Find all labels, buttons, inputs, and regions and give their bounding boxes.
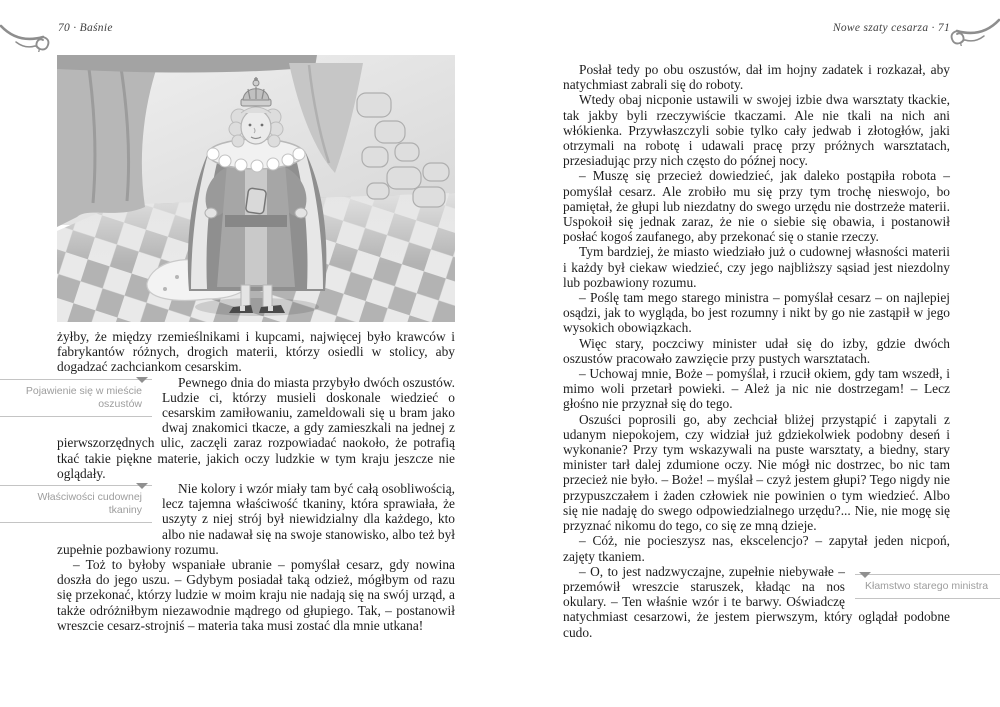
right-page-body <box>563 62 989 640</box>
paragraph <box>563 336 950 366</box>
margin-note-text: Właściwości cudownej tkaniny <box>37 491 142 517</box>
right-page-header: Nowe szaty cesarza · 71 <box>832 22 950 34</box>
paragraph-text: Wtedy obaj nicponie ustawili w swojej izbie dwa warsztaty tkackie, tak jakby byli rzeczywiście tkaczami. Ale nie tkali na nich ani włókienka. Przywłaszczyli sobie tylko cały jedwab i złotogłów, jaki otrzymali na robotę i udawali pracę przy próżnych warsztatach, przesiadując przy nich często do późnej nocy. <box>563 92 950 169</box>
emperor-illustration <box>57 55 455 322</box>
paragraph <box>563 366 950 412</box>
paragraph-text: Nie kolory i wzór miały tam być całą osobliwością, lecz tajemna właściwość tkaniny, która sprawiała, że uszyty z niej strój był niewidzialny dla każdego, kto albo nie nadawał się na swoje stanowisko, albo też był zupełnie pozbawiony rozumu. <box>57 481 455 557</box>
paragraph <box>563 290 950 336</box>
margin-note-text: Pojawienie się w mieście oszustów <box>25 384 142 410</box>
paragraph <box>563 244 950 290</box>
paragraph <box>57 329 455 375</box>
margin-note <box>0 485 152 523</box>
right-page <box>563 0 989 707</box>
paragraph-text: – Muszę się przecież dowiedzieć, jak daleko postąpiła robota – pomyślał cesarz. Ale zrobiło mu się przy tym trochę nieswojo, bo pamiętał, że głupi lub niezdatny do swego urzędu nie dostrzeże materii. Uspokoił się jednak zaraz, że nie o siebie się obawia, i postanowił posłać kogoś zaufanego, aby przekonać się o stanie rzeczy. <box>563 168 950 245</box>
paragraph <box>563 412 950 534</box>
left-page <box>25 0 455 707</box>
paragraph-text: Tym bardziej, że miasto wiedziało już o cudownej własności materii i każdy był ciekaw wiedzieć, czy jego najbliższy sąsiad jest niezdolny lub pozbawiony rozumu. <box>563 244 950 290</box>
flourish-ornament-icon <box>0 12 50 52</box>
margin-note <box>0 379 152 417</box>
paragraph <box>37 481 455 557</box>
paragraph-text: żyłby, że między rzemieślnikami i kupcami, najwięcej było krawców i fabrykantów różnych, drogich materii, którzy osiedli w stolicy, aby dogadzać zachciankom cesarskim. <box>57 329 455 375</box>
paragraph <box>563 62 950 92</box>
margin-note <box>855 574 1000 599</box>
paragraph <box>57 557 455 633</box>
paragraph <box>563 92 950 168</box>
paragraph-text: – O, to jest nadzwyczajne, zupełnie niebywałe – przemówił wreszcie staruszek, kładąc na nos okulary. – Ten właśnie wzór i te barwy. Oświadczę natychmiast cesarzowi, że jestem pierwszym, który oglądał podobne cudo. <box>563 563 950 640</box>
paragraph-text: – Cóż, nie pocieszysz nas, ekscelencjo? – zapytał jeden nicpoń, zajęty tkaniem. <box>563 533 950 564</box>
paragraph-text: – Toż to byłoby wspaniałe ubranie – pomyślał cesarz, gdy nowina doszła do jego uszu. – Gdybym posiadał taką odzież, mógłbym od razu się przekonać, którzy ludzie w moim kraju nie nadają się na swój urząd, a także odróżniłbym niezawodnie mądrego od głupiego. Tak, – postanowił wreszcie cesarz-strojniś – materia taka musi zostać dla mnie utkana! <box>57 557 455 633</box>
paragraph-text: Więc stary, poczciwy minister udał się do izby, gdzie dwóch oszustów pracowało zawzięcie przy pustych warsztatach. <box>563 335 950 366</box>
paragraph-text: Pewnego dnia do miasta przybyło dwóch oszustów. Ludzie ci, którzy musieli doskonale wiedzieć o cesarskim zamiłowaniu, zameldowali się u bram jako dwaj znakomici tkacze, a gdy zamieszkali na jednej z pierwszorzędnych ulic, zaczęli zaraz rozpowiadać naokoło, że potrafią tkać takie piękne materie, jakich oczy ludzkie w tym kraju jeszcze nie oglądały. <box>57 374 455 481</box>
paragraph <box>563 563 989 640</box>
flourish-ornament-icon <box>950 6 1000 46</box>
paragraph-text: – Poślę tam mego starego ministra – pomyślał cesarz – on najlepiej osądzi, jak to wygląda, bo jest rozumny i nikt by go nie zastąpił w jego wysokich obowiązkach. <box>563 290 950 336</box>
paragraph <box>563 533 950 563</box>
paragraph <box>25 374 455 481</box>
paragraph-text: Posłał tedy po obu oszustów, dał im hojny zadatek i rozkazał, aby natychmiast zabrali się do roboty. <box>563 62 950 93</box>
left-page-header: 70 · Baśnie <box>58 22 113 34</box>
paragraph-text: Oszuści poprosili go, aby zechciał bliżej przystąpić i zapytali z udanym niepokojem, czy widział już gdziekolwiek podobny deseń i wykonanie? Przy tym wskazywali na puste warsztaty, a biedny, stary minister tarł dalej zdumione oczy. Nie mógł nic dostrzec, bo nic tam przecież nie było. – Boże! – myślał – czyż jestem głupi? Tego nigdy nie przypuszczałem i żaden człowiek nie powinien o tym wiedzieć. Albo się nie nadaję do swego odpowiedzialnego urzędu?... Nie, nie mogę się przyznać nikomu do tego, co się ze mną dzieje. <box>563 411 950 534</box>
left-page-body <box>25 329 455 633</box>
margin-note-text: Kłamstwo starego ministra <box>865 579 989 592</box>
paragraph <box>563 168 950 244</box>
paragraph-text: – Uchowaj mnie, Boże – pomyślał, i rzucił okiem, gdy tam wszedł, i mimo woli przetarł powieki. – Ależ ja nic nie dostrzegam! – Lecz głośno nie przyznał się do tego. <box>563 366 950 412</box>
